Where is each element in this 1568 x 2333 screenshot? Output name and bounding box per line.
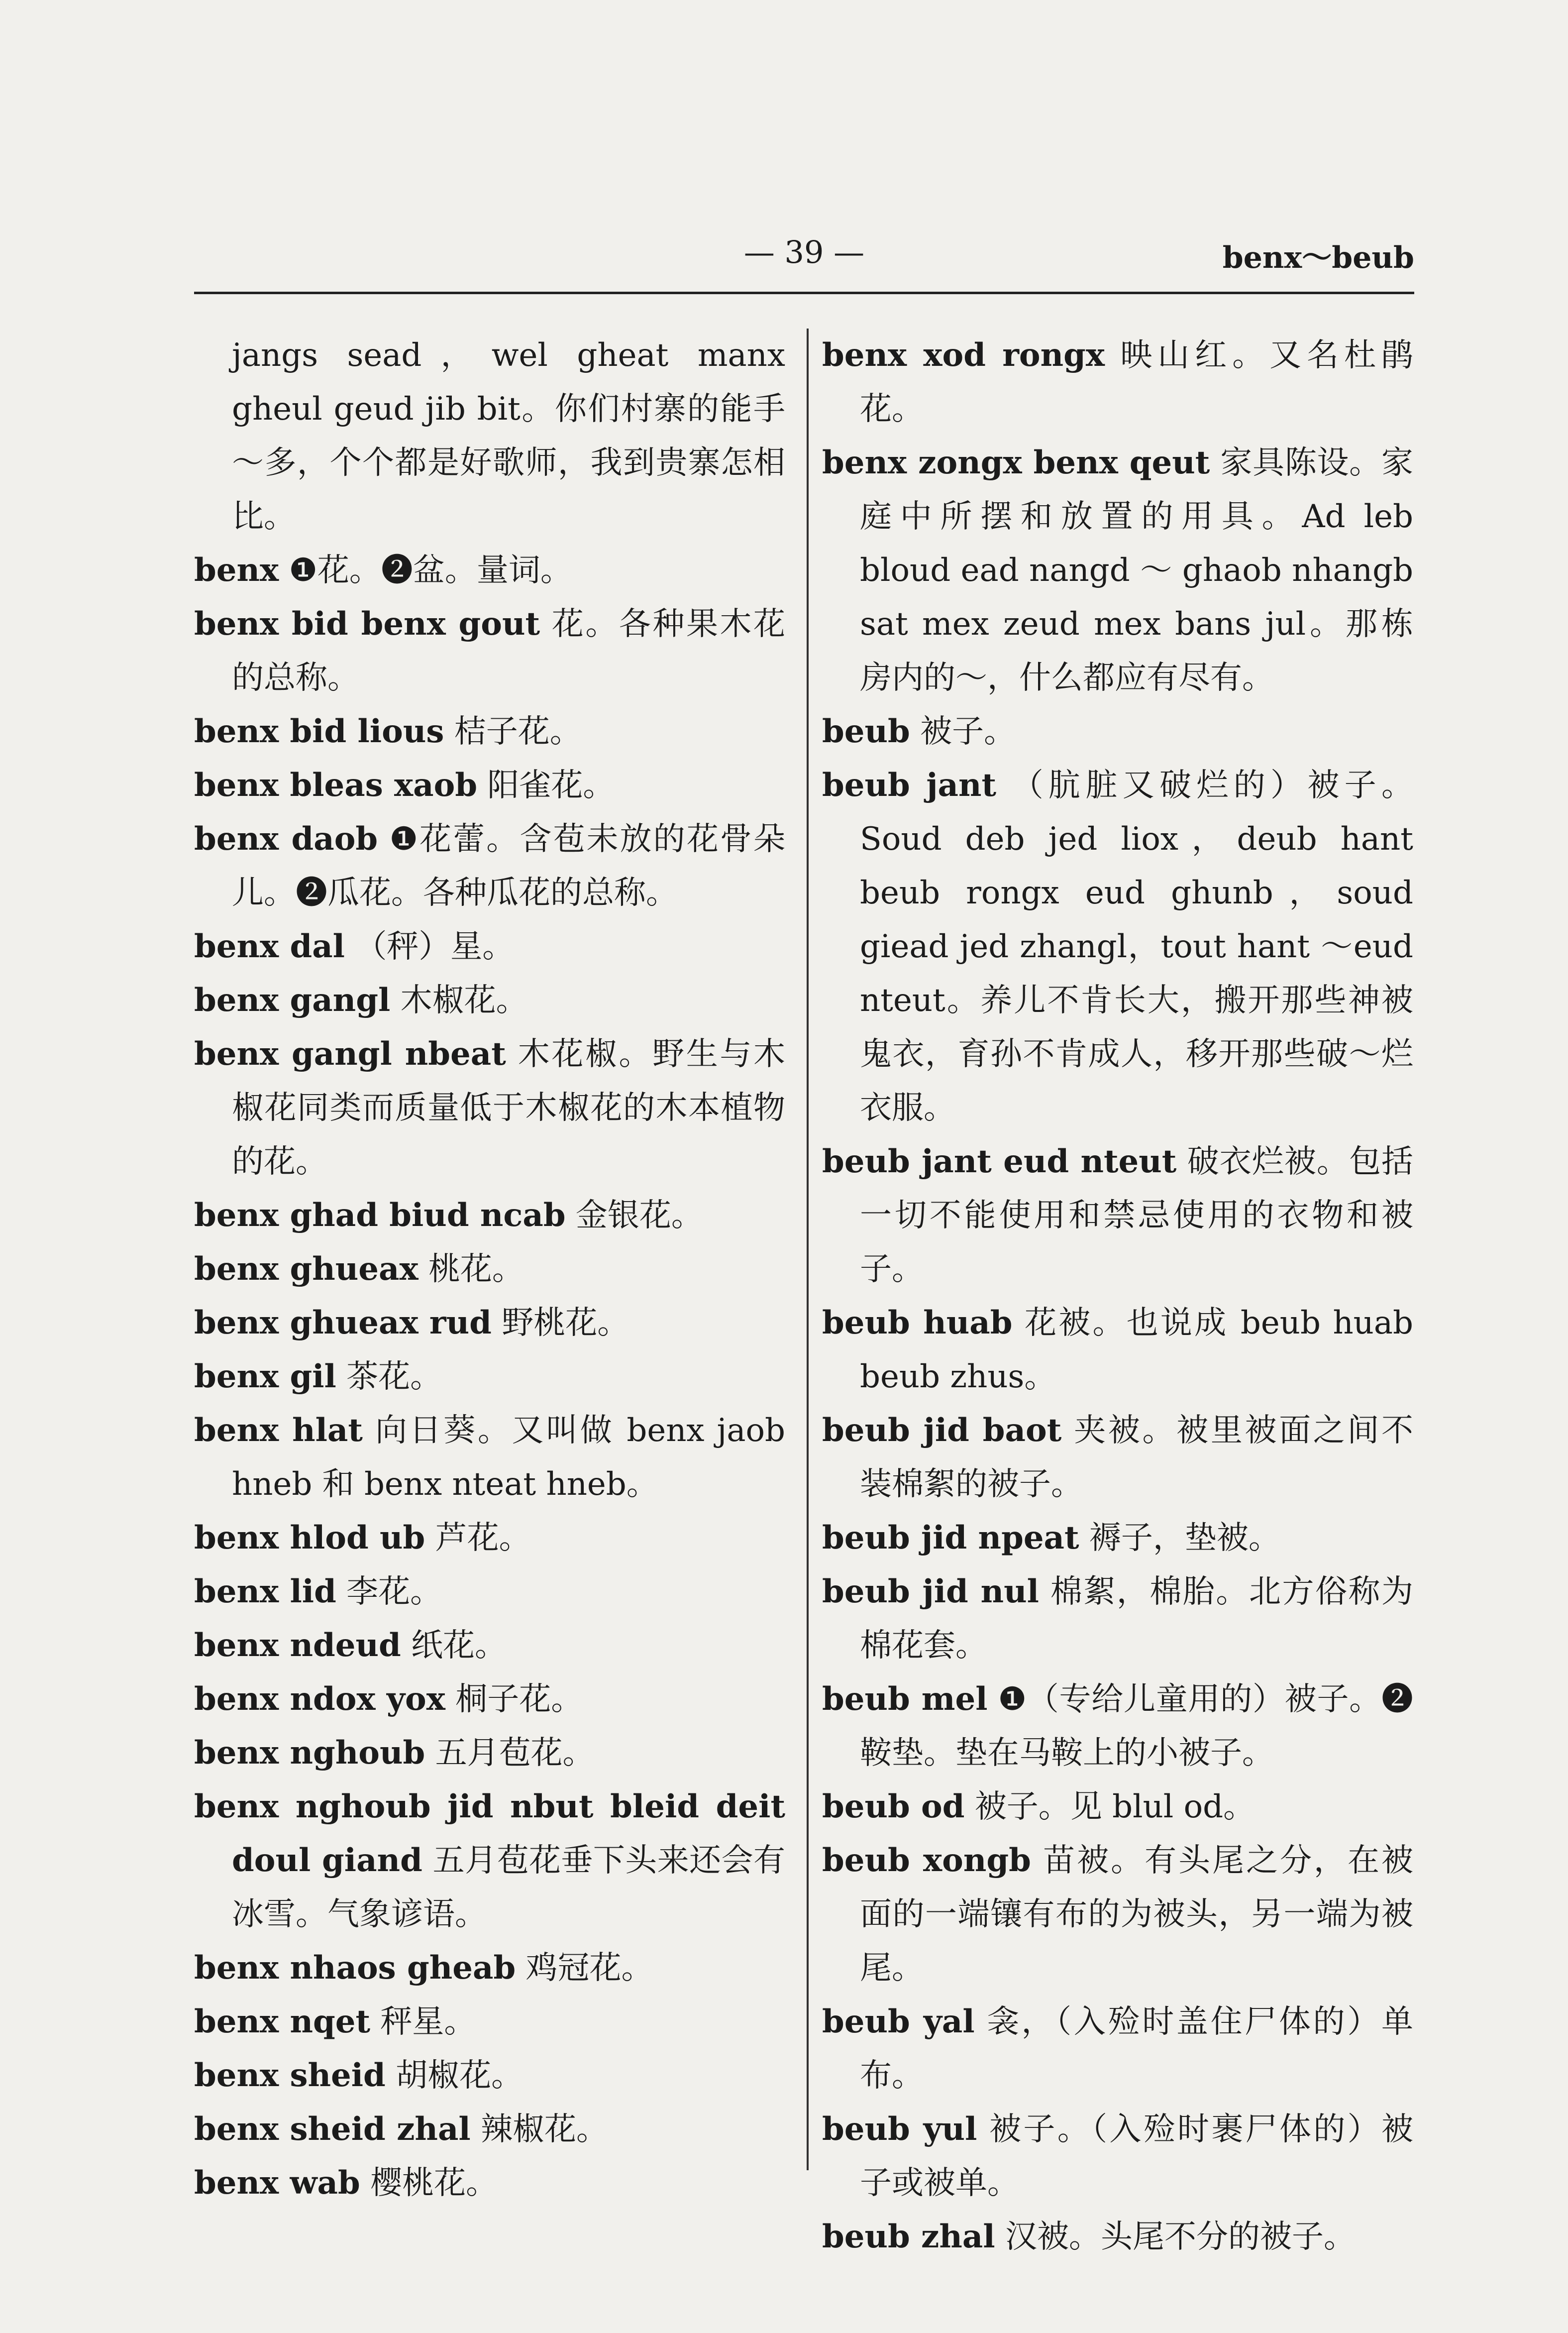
entry-definition: 桔子花。 [454,713,582,750]
entry-definition: 花。各种果木花的总称。 [232,606,785,696]
entry-headword: benx ghueax [194,1250,418,1288]
dictionary-entry [194,329,785,544]
entry-headword: beub huab [822,1304,1013,1341]
dictionary-entry [194,1619,785,1672]
entry-headword: benx gil [194,1358,336,1395]
entry-definition: 樱桃花。 [370,2165,498,2202]
entry-headword: benx xod rongx [822,336,1105,374]
entry-headword: benx [194,552,279,589]
entry-definition: 苗被。有头尾之分，在被面的一端镶有布的为被头，另一端为被尾。 [860,1842,1414,1987]
dictionary-entry [822,1834,1413,1995]
entry-headword: benx daob [194,820,378,858]
dictionary-entry [822,436,1413,705]
right-column [822,329,1413,2264]
entry-definition: 褥子，垫被。 [1089,1520,1280,1556]
entry-definition: 芦花。 [435,1520,531,1556]
dictionary-entry [822,1404,1413,1511]
entry-definition: 木椒花。 [400,982,528,1019]
entry-headword: beub yul [822,2111,977,2148]
dictionary-entry [822,1296,1413,1404]
entry-definition: 映山红。又名杜鹃花。 [860,337,1414,428]
dictionary-entry [194,1565,785,1619]
dictionary-entry [822,1780,1413,1834]
entry-headword: benx gangl [194,982,391,1019]
entry-headword: beub jid nul [822,1573,1039,1610]
entry-headword: beub jant [822,767,997,804]
entry-definition: 被子。见 blul od。 [974,1788,1255,1825]
entry-headword: beub jid baot [822,1412,1062,1449]
entry-headword: benx ghueax rud [194,1304,492,1341]
entry-headword: benx dal [194,928,345,965]
dictionary-entry [194,597,785,705]
dictionary-entry [822,705,1413,759]
entry-definition: 家具陈设。家庭中所摆和放置的用具。Ad leb bloud ead nangd ～ ghaob nhangb sat mex zeud mex bans jul。那栋房内的～，什么都应有尽有。 [860,444,1413,696]
entry-headword: beub mel [822,1680,988,1718]
dictionary-entry [194,1350,785,1404]
entry-headword: benx lid [194,1573,336,1610]
entry-definition: 纸花。 [411,1627,507,1664]
dictionary-entry [194,974,785,1027]
entry-headword: benx ndeud [194,1627,401,1664]
entry-definition: 被子。 [920,713,1016,750]
entry-definition: 花被。也说成 beub huab beub zhus。 [860,1305,1414,1395]
entry-definition: 五月苞花垂下头来还会有冰雪。气象谚语。 [232,1842,786,1933]
entry-definition: 向日葵。又叫做 benx jaob hneb 和 benx nteat hneb。 [232,1412,786,1503]
entry-definition: 野桃花。 [502,1305,629,1341]
entry-headword: benx sheid [194,2057,386,2094]
entry-headword: benx zongx benx qeut [822,444,1210,481]
dictionary-entry [822,1511,1413,1565]
entry-definition: 胡椒花。 [396,2057,523,2094]
entry-definition: （肮脏又破烂的）被子。Soud deb jed liox，deub hant beub rongx eud ghunb，soud giead jed zhangl，tout hant ～eud nteut。养儿不肯长大，搬开那些神被鬼衣，育孙不肯成人，移开那些破～烂衣服。 [860,767,1414,1126]
entry-definition: 夹被。被里被面之间不装棉絮的被子。 [860,1412,1414,1503]
left-column [194,329,785,2210]
entry-headword: benx bleas xaob [194,767,478,804]
entry-definition: 五月苞花。 [435,1735,595,1772]
dictionary-entry [194,1242,785,1296]
dictionary-entry [194,1027,785,1189]
dictionary-entry [194,1296,785,1350]
dictionary-entry [822,759,1413,1135]
entry-headword: benx wab [194,2164,360,2202]
dictionary-entry [194,759,785,812]
header-rule [194,292,1414,294]
entry-definition: 李花。 [346,1573,442,1610]
entry-headword: benx nghoub [194,1734,425,1772]
dictionary-entry [194,1995,785,2049]
dictionary-entry [194,705,785,759]
dictionary-entry [194,1404,785,1511]
entry-definition: 桃花。 [428,1251,524,1288]
entry-headword: benx bid benx gout [194,605,540,643]
entry-definition: 桐子花。 [455,1681,583,1718]
dictionary-entry [194,812,785,920]
entry-headword: beub [822,713,910,750]
entry-headword: beub jant eud nteut [822,1143,1177,1180]
entry-definition: ❶花。❷盆。量词。 [289,552,572,589]
dictionary-entry [822,1672,1413,1780]
entry-headword: benx hlod ub [194,1519,425,1556]
column-divider [807,329,809,2170]
entry-headword: benx gangl nbeat [194,1035,506,1073]
dictionary-entry [194,544,785,597]
entry-definition: jangs sead，wel gheat manx gheul geud jib bit。你们村寨的能手～多，个个都是好歌师，我到贵寨怎相比。 [232,337,785,535]
entry-definition: 被子。（入殓时裹尸体的）被子或被单。 [860,2111,1413,2202]
entry-definition: 衾，（入殓时盖住尸体的）单布。 [860,2003,1414,2094]
entry-definition: 金银花。 [575,1197,703,1234]
dictionary-entry [822,2103,1413,2210]
entry-headword: benx ndox yox [194,1680,445,1718]
entry-definition: 鸡冠花。 [525,1950,653,1987]
dictionary-entry [822,1135,1413,1296]
dictionary-entry [822,1995,1413,2103]
entry-headword: benx nqet [194,2003,370,2040]
dictionary-entry [194,1189,785,1242]
entry-definition: 秤星。 [380,2003,476,2040]
entry-headword: benx sheid zhal [194,2111,471,2148]
entry-headword: beub od [822,1788,965,1825]
dictionary-entry [194,2049,785,2103]
entry-definition: 阳雀花。 [487,767,615,804]
dictionary-entry [194,2156,785,2210]
dictionary-entry [194,1780,785,1941]
entry-definition: 棉絮，棉胎。北方俗称为棉花套。 [860,1573,1414,1664]
dictionary-entry [194,1726,785,1780]
entry-definition: 辣椒花。 [481,2111,609,2148]
entry-definition: 木花椒。野生与木椒花同类而质量低于木椒花的木本植物的花。 [232,1036,785,1180]
entry-headword: benx nhaos gheab [194,1949,516,1987]
entry-headword: benx nghoub jid nbut bleid deit doul giand [194,1788,785,1879]
entry-definition: 汉被。头尾不分的被子。 [1005,2219,1356,2255]
entry-definition: ❶（专给儿童用的）被子。❷鞍垫。垫在马鞍上的小被子。 [860,1681,1413,1772]
dictionary-entry [194,2103,785,2156]
entry-headword: beub jid npeat [822,1519,1079,1556]
dictionary-entry [822,1565,1413,1672]
entry-definition: ❶花蕾。含苞未放的花骨朵儿。❷瓜花。各种瓜花的总称。 [232,821,786,911]
dictionary-entry [194,1941,785,1995]
entry-headword: beub zhal [822,2218,995,2255]
dictionary-entry [822,2210,1413,2264]
entry-definition: （秤）星。 [355,928,515,965]
page-number: — 39 — [743,234,865,270]
entry-headword: beub yal [822,2003,975,2040]
dictionary-entry [194,920,785,974]
entry-definition: 破衣烂被。包括一切不能使用和禁忌使用的衣物和被子。 [860,1143,1414,1288]
dictionary-entry [822,329,1413,436]
dictionary-entry [194,1672,785,1726]
running-head: benx～beub [1222,240,1414,275]
entry-headword: benx bid lious [194,713,444,750]
entry-definition: 茶花。 [346,1358,442,1395]
entry-headword: beub xongb [822,1842,1031,1879]
page-header [194,229,1414,289]
entry-headword: benx ghad biud ncab [194,1197,566,1234]
dictionary-entry [194,1511,785,1565]
entry-headword: benx hlat [194,1412,363,1449]
